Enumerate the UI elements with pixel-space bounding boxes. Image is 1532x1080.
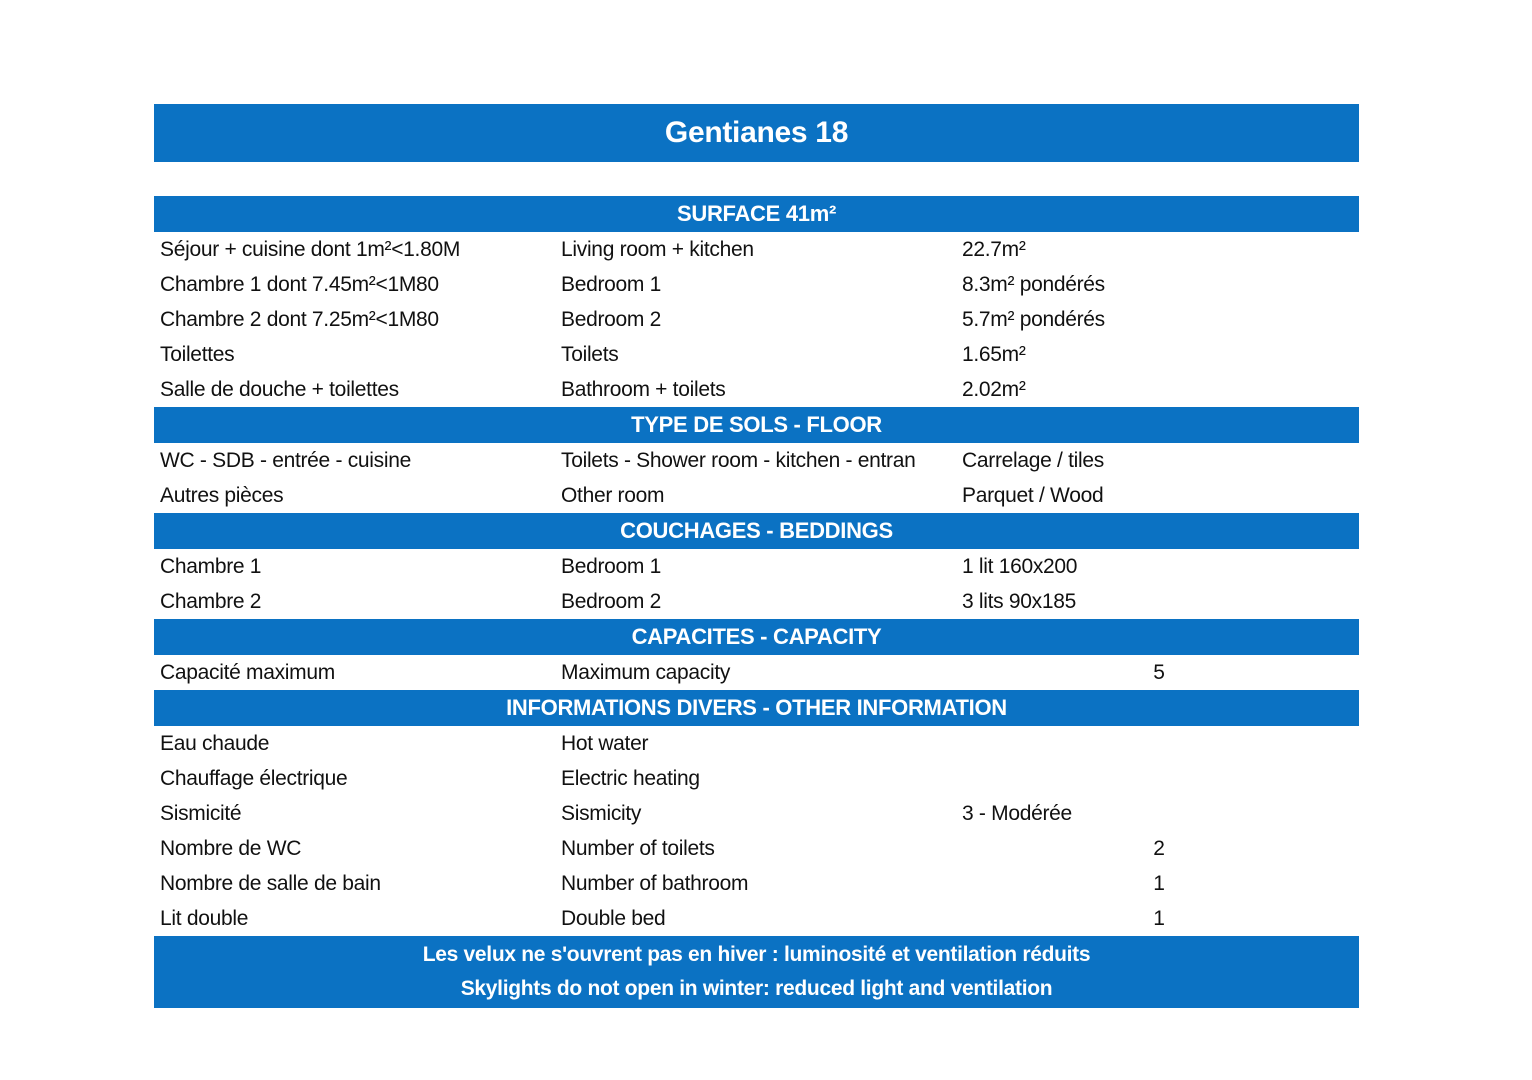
title-gap	[154, 162, 1359, 196]
table-row	[154, 478, 1359, 513]
label-fr: Nombre de WC	[160, 837, 302, 860]
label-en: Hot water	[561, 732, 649, 755]
label-en: Living room + kitchen	[561, 238, 754, 261]
label-en: Number of toilets	[561, 837, 715, 860]
value-number	[1129, 232, 1189, 267]
label-en: Bathroom + toilets	[561, 378, 726, 401]
label-en: Sismicity	[561, 802, 642, 825]
value-text: 1 lit 160x200	[962, 555, 1078, 578]
label-fr: Toilettes	[160, 343, 235, 366]
footer-notice-fr: Les velux ne s'ouvrent pas en hiver : luminosité et ventilation réduits	[422, 943, 1091, 966]
value-number	[1129, 302, 1189, 337]
value-number	[1129, 796, 1189, 831]
label-en: Bedroom 1	[561, 273, 662, 296]
label-en: Number of bathroom	[561, 872, 749, 895]
label-fr: Chambre 2	[160, 590, 262, 613]
table-row	[154, 901, 1359, 936]
label-fr: Séjour + cuisine dont 1m²<1.80M	[160, 238, 461, 261]
section-header-beddings: COUCHAGES - BEDDINGS	[154, 513, 1359, 549]
value-text	[962, 831, 1262, 866]
label-fr: Chambre 1	[160, 555, 262, 578]
value-text: Parquet / Wood	[962, 484, 1104, 507]
value-number	[1129, 372, 1189, 407]
value-text: 5.7m² pondérés	[962, 308, 1105, 331]
value-number: 1	[1153, 907, 1165, 930]
section-header-other-information: INFORMATIONS DIVERS - OTHER INFORMATION	[154, 690, 1359, 726]
table-row	[154, 302, 1359, 337]
label-en: Bedroom 2	[561, 590, 662, 613]
value-text: 22.7m²	[962, 238, 1026, 261]
label-fr: Nombre de salle de bain	[160, 872, 381, 895]
label-fr: Sismicité	[160, 802, 242, 825]
table-row	[154, 584, 1359, 619]
value-number: 2	[1153, 837, 1165, 860]
label-fr: Lit double	[160, 907, 249, 930]
label-en: Other room	[561, 484, 665, 507]
value-number: 5	[1153, 661, 1165, 684]
table-row	[154, 337, 1359, 372]
table-row	[154, 761, 1359, 796]
table-row	[154, 372, 1359, 407]
value-text: 8.3m² pondérés	[962, 273, 1105, 296]
value-number	[1129, 478, 1189, 513]
value-number	[1129, 584, 1189, 619]
table-row	[154, 267, 1359, 302]
table-row	[154, 443, 1359, 478]
label-en: Toilets	[561, 343, 619, 366]
value-number	[1129, 761, 1189, 796]
value-text: 3 - Modérée	[962, 802, 1072, 825]
property-info-sheet	[154, 104, 1359, 1008]
value-text	[962, 726, 1262, 761]
table-row	[154, 232, 1359, 267]
value-text: 3 lits 90x185	[962, 590, 1077, 613]
label-en: Toilets - Shower room - kitchen - entran	[561, 449, 916, 472]
section-header-capacity: CAPACITES - CAPACITY	[154, 619, 1359, 655]
label-fr: WC - SDB - entrée - cuisine	[160, 449, 411, 472]
table-row	[154, 655, 1359, 690]
table-row	[154, 796, 1359, 831]
value-number	[1129, 267, 1189, 302]
label-fr: Chambre 1 dont 7.45m²<1M80	[160, 273, 439, 296]
label-fr: Salle de douche + toilettes	[160, 378, 399, 401]
section-header-surface: SURFACE 41m²	[154, 196, 1359, 232]
label-fr: Capacité maximum	[160, 661, 335, 684]
label-fr: Eau chaude	[160, 732, 270, 755]
table-row	[154, 726, 1359, 761]
label-fr: Chambre 2 dont 7.25m²<1M80	[160, 308, 439, 331]
section-header-floor: TYPE DE SOLS - FLOOR	[154, 407, 1359, 443]
value-text: 1.65m²	[962, 343, 1026, 366]
label-en: Electric heating	[561, 767, 700, 790]
label-en: Maximum capacity	[561, 661, 731, 684]
label-en: Bedroom 2	[561, 308, 662, 331]
value-number	[1129, 337, 1189, 372]
table-row	[154, 549, 1359, 584]
page-title: Gentianes 18	[664, 116, 849, 149]
value-text	[962, 901, 1262, 936]
footer-notice-en: Skylights do not open in winter: reduced light and ventilation	[460, 977, 1053, 1000]
label-en: Bedroom 1	[561, 555, 662, 578]
value-text: Carrelage / tiles	[962, 449, 1104, 472]
table-row	[154, 866, 1359, 901]
label-fr: Chauffage électrique	[160, 767, 348, 790]
label-fr: Autres pièces	[160, 484, 284, 507]
value-text	[962, 866, 1262, 901]
title-banner	[154, 104, 1359, 162]
value-number	[1129, 549, 1189, 584]
value-number	[1129, 443, 1189, 478]
table-row	[154, 831, 1359, 866]
value-text	[962, 655, 1262, 690]
label-en: Double bed	[561, 907, 666, 930]
footer-notice-banner	[154, 936, 1359, 1008]
value-number	[1129, 726, 1189, 761]
value-text	[962, 761, 1262, 796]
value-number: 1	[1153, 872, 1165, 895]
value-text: 2.02m²	[962, 378, 1026, 401]
